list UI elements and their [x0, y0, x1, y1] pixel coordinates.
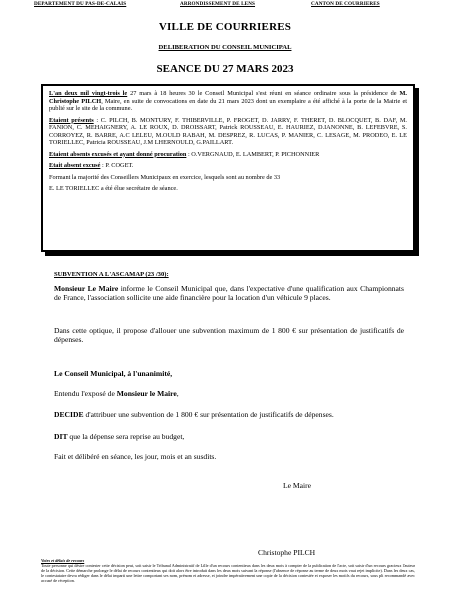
mayor-signature: Christophe PILCH — [258, 548, 316, 557]
secretary-statement: E. LE TORIELLEC a été élue secrétaire de séance. — [49, 185, 178, 192]
page-subtitle: DELIBERATION DU CONSEIL MUNICIPAL — [158, 44, 292, 51]
budget-clause: DIT que la dépense sera reprise au budget, — [54, 432, 185, 441]
session-info-box — [41, 84, 415, 252]
closing-statement: Fait et délibéré en séance, les jour, mois et an susdits. — [54, 452, 217, 461]
council-decision-heading: Le Conseil Municipal, à l'unanimité, — [54, 369, 173, 378]
seance-date: SEANCE DU 27 MARS 2023 — [156, 63, 294, 75]
mayor-statement: Monsieur Le Maire informe le Conseil Municipal que, dans l'expectative d'une qualification aux Championnats de France, l'association sollicite une aide financière pour la location d'un véhicule 9 places. — [54, 284, 404, 303]
appeal-text: Toute personne qui désire contester cette décision peut, soit saisir le Tribunal Administratif de Lille d'un recours contentieux dans les deux mois à compter de la publication de l'acte, soit saisir d'un recours gracieux l'auteur de la décision. Cette démarche prolonge le délai de recours contentieux qui doit alors être introduit dans les deux mois suivant la réponse (l'absence de réponse au terme de deux mois vaut rejet implicite). Dans les deux cas, le contestataire devra rédiger dans le délai imparti une lettre comportant ses nom, prénom et adresse, et joindre impérativement une copie de la décision contestée et exposer les motifs du recours, sous pli recommandé avec accusé de réception. — [41, 563, 415, 583]
header-arrondissement: ARRONDISSEMENT DE LENS — [180, 1, 256, 7]
proposal-paragraph: Dans cette optique, il propose d'allouer une subvention maximum de 1 800 € sur présentation de justificatifs de dépenses. — [54, 326, 404, 345]
header-canton: CANTON DE COURRIERES — [311, 1, 380, 7]
mayor-title: Le Maire — [283, 481, 312, 490]
header-department: DEPARTEMENT DU PAS-DE-CALAIS — [34, 1, 127, 7]
quorum-statement: Formant la majorité des Conseillers Municipaux en exercice, lesquels sont au nombre de 33 — [49, 173, 281, 181]
excused-proxy-members: Etaient absents excusés et ayant donné procuration : O.VERGNAUD, E. LAMBERT, P. PICHONNIER — [49, 150, 320, 158]
present-members: Etaient présents : C. PILCH, B. MONTURY, F. THIBERVILLE, P. FROGET, D. JARRY, F. THERET, D. BLOCQUET, B. DAF, M. FANION, C. MEHAIGNERY, A. LE ROUX, D. DROISSART, Patrick ROUSSEAU, E. HAURIEZ, D.IANONNE, B. LEFEBVRE, S. CORROYEZ, R. BARRE, A.C LELEU, M.OULD RABAH, M. DESPREZ, R. LUCAS, P. MANIER, C. LESAGE, M. PRODEO, E. LE TORIELLEC, Patricia ROUSSEAU, J.M LHERNOULD, G.PAILLART. — [49, 116, 407, 146]
heard-statement: Entendu l'exposé de Monsieur le Maire, — [54, 389, 179, 398]
subvention-heading: SUBVENTION A L'ASCAMAP (23 /30): — [54, 271, 169, 278]
absent-member: Etait absent excusé : P. COGET. — [49, 162, 134, 169]
page-title: VILLE DE COURRIERES — [158, 21, 292, 33]
decide-clause: DECIDE d'attribuer une subvention de 1 800 € sur présentation de justificatifs de dépenses. — [54, 410, 334, 419]
appeal-heading: Voies et délais de recours — [41, 558, 85, 563]
session-intro: L'an deux mil vingt-trois le 27 mars à 18 heures 30 le Conseil Municipal s'est réuni en séance ordinaire sous la présidence de M. Christophe PILCH, Maire, en suite de convocations en date du 21 mars 2023 dont un exemplaire a été affiché à la porte de la Mairie et publié sur le site de la commune. — [49, 90, 407, 112]
